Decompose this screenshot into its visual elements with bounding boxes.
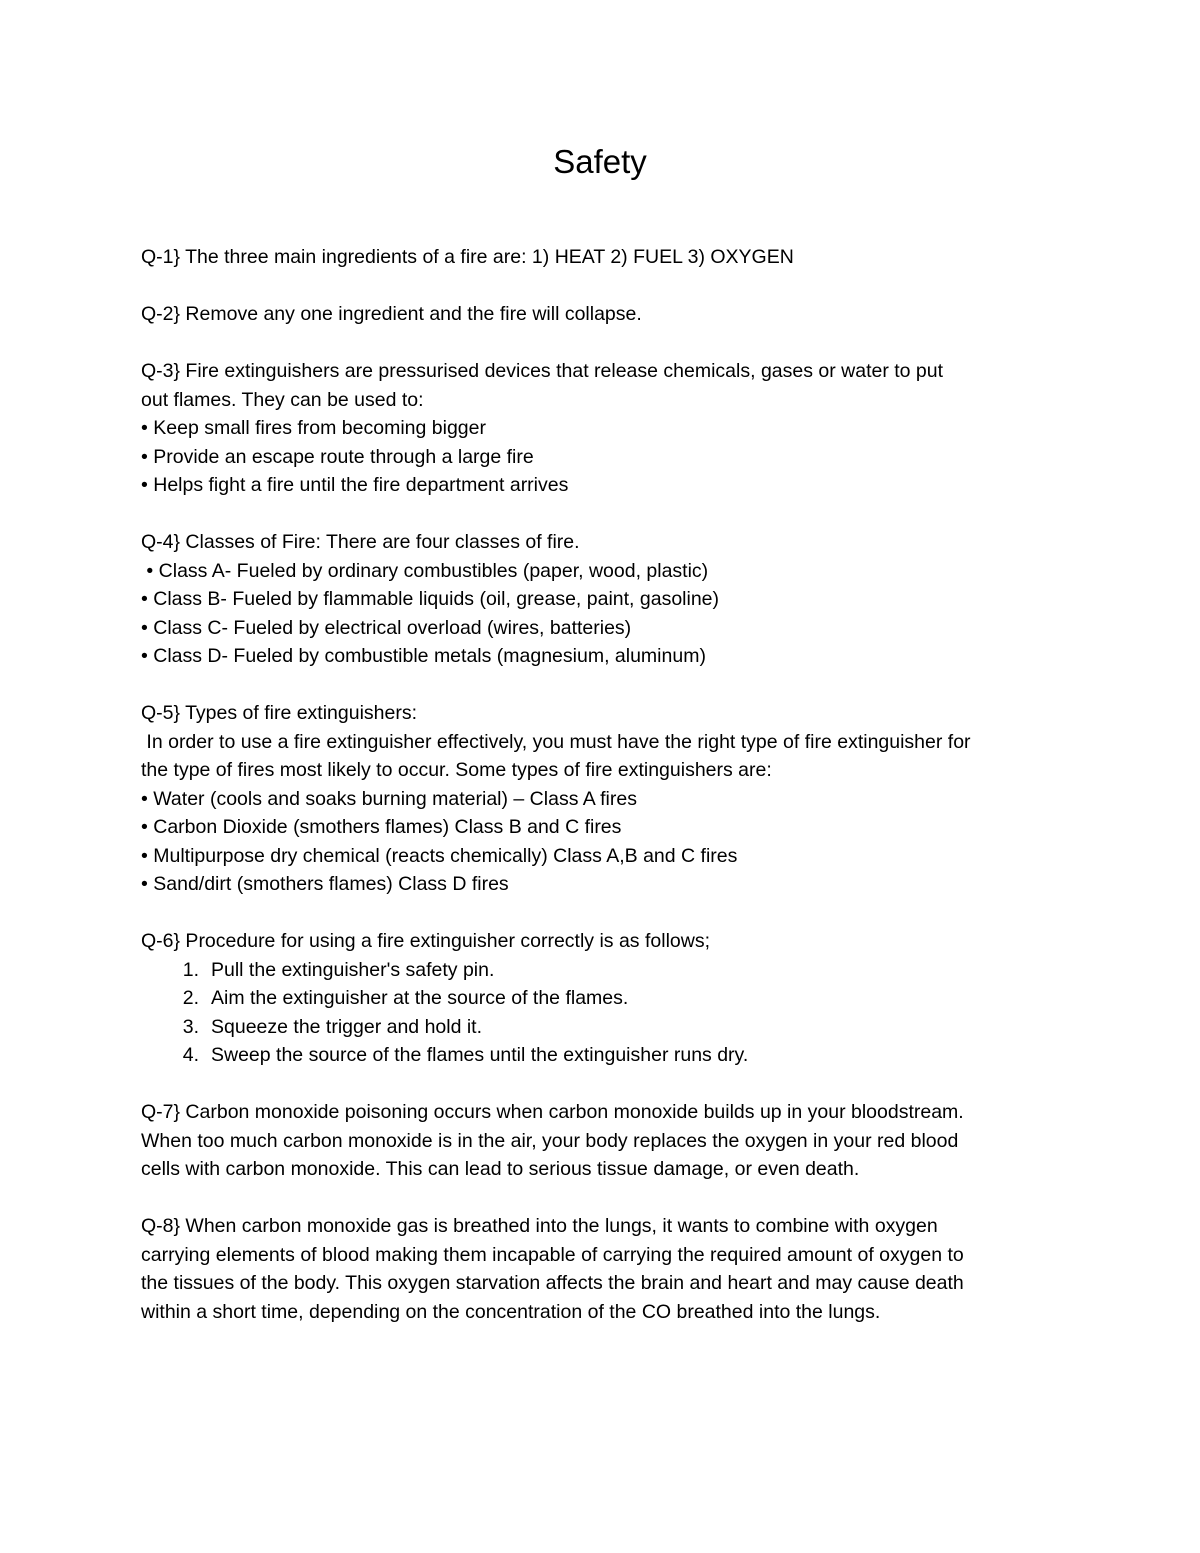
paragraph-line: Q-4} Classes of Fire: There are four classes of fire. [141,531,580,553]
step-number: 3. [182,1015,199,1038]
step-text: Sweep the source of the flames until the extinguisher runs dry. [211,1044,749,1066]
bullet-item: • Class D- Fueled by combustible metals (magnesium, aluminum) [141,645,706,667]
question-7 [141,1098,1071,1184]
question-6 [141,927,1071,1070]
question-5 [141,699,1071,899]
bullet-item: • Keep small fires from becoming bigger [141,417,486,439]
paragraph-line: Q-6} Procedure for using a fire extinguisher correctly is as follows; [141,930,710,952]
question-3 [141,357,1071,500]
numbered-step [141,1041,1071,1070]
step-number: 4. [182,1044,199,1066]
step-text: Pull the extinguisher's safety pin. [211,958,495,981]
paragraph-line: When too much carbon monoxide is in the air, your body replaces the oxygen in your red blood [141,1129,959,1152]
bullet-item: • Sand/dirt (smothers flames) Class D fires [141,873,509,895]
bullet-item: • Helps fight a fire until the fire department arrives [141,474,569,496]
step-text: Squeeze the trigger and hold it. [211,1015,483,1038]
paragraph-line: Q-8} When carbon monoxide gas is breathed into the lungs, it wants to combine with oxygen [141,1215,938,1237]
numbered-step [141,984,1071,1013]
bullet-item: • Class A- Fueled by ordinary combustibles (paper, wood, plastic) [141,559,709,582]
paragraph-line: cells with carbon monoxide. This can lead to serious tissue damage, or even death. [141,1158,860,1180]
question-2 [141,300,1071,329]
paragraph-line: the type of fires most likely to occur. Some types of fire extinguishers are: [141,759,772,781]
numbered-step [141,956,1071,985]
bullet-item: • Class C- Fueled by electrical overload (wires, batteries) [141,616,632,639]
question-4 [141,528,1071,671]
page-title: Safety [553,143,647,180]
paragraph-line: Q-1} The three main ingredients of a fire are: 1) HEAT 2) FUEL 3) OXYGEN [141,246,794,268]
paragraph-line: within a short time, depending on the concentration of the CO breathed into the lungs. [141,1300,881,1323]
numbered-step [141,1013,1071,1042]
paragraph-line: Q-7} Carbon monoxide poisoning occurs when carbon monoxide builds up in your bloodstream. [141,1101,964,1123]
bullet-item: • Multipurpose dry chemical (reacts chemically) Class A,B and C fires [141,844,738,867]
bullet-item: • Carbon Dioxide (smothers flames) Class B and C fires [141,816,622,838]
paragraph-line: Q-2} Remove any one ingredient and the fire will collapse. [141,303,642,325]
question-1 [141,243,1071,272]
paragraph-line: In order to use a fire extinguisher effectively, you must have the right type of fire extinguisher for [141,730,971,753]
step-number: 2. [182,987,199,1009]
paragraph-line: out flames. They can be used to: [141,388,424,411]
bullet-item: • Water (cools and soaks burning material) – Class A fires [141,787,637,810]
paragraph-line: Q-3} Fire extinguishers are pressurised devices that release chemicals, gases or water to put [141,360,944,382]
question-8 [141,1212,1071,1326]
paragraph-line: the tissues of the body. This oxygen starvation affects the brain and heart and may cause death [141,1272,964,1294]
bullet-item: • Provide an escape route through a large fire [141,445,534,468]
paragraph-line: Q-5} Types of fire extinguishers: [141,702,418,724]
document-body [141,243,1071,1355]
bullet-item: • Class B- Fueled by flammable liquids (oil, grease, paint, gasoline) [141,588,720,610]
step-text: Aim the extinguisher at the source of the flames. [211,987,629,1009]
step-number: 1. [182,958,199,981]
paragraph-line: carrying elements of blood making them incapable of carrying the required amount of oxygen to [141,1243,964,1266]
